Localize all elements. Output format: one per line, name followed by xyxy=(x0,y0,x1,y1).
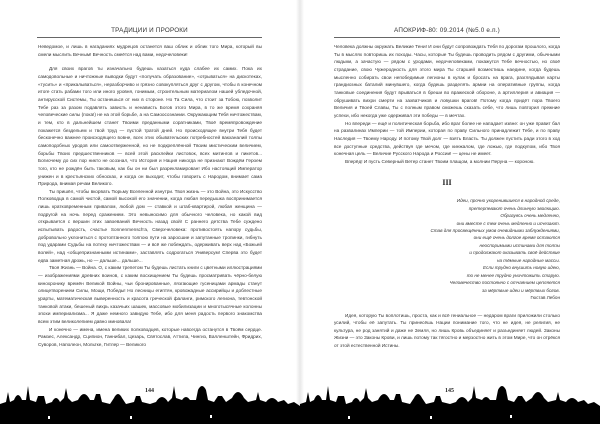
epigraph-line: они ещё очень долгое время остаются xyxy=(473,235,560,241)
section-number: III xyxy=(442,177,452,187)
epigraph-author: Гюстав Лебон xyxy=(530,295,560,301)
paragraph: Человека должны окружать Великие Тени! И они будут сопровождать Тебя по дорогам прошлого, когда Ты в мыслях повторишь их походы. Часы, которые Ты будешь проводить рядом с другими, обычными людьми, а зачастую — рядом с уродами, недочеловеками, покажутся Тебе вечностью, но своё страдание, свою Чужеродность для этого мира Ты старшей возместишь наедине, когда будешь мысленно собирать свои непобедимые легионы в кулак и бросать на врага, разглядывая карты грандиозных баталий минувшего, когда будешь разделять армии на оперативные группы, когда танковые соединения будут врываться в бреши во вражеской обороне, а артиллерия и авиация — обрушивать вихри смерти на захватчиков и ловушки врагов! Потому когда придёт пора Твоего Величия и Твоей Славы, Ты с полным правом сможешь сказать себе, что лишь повторил прежние успехи, ибо некогда уже одерживал эти победы — в мечтах. xyxy=(334,44,560,118)
running-header-right: АПОКРИФ-80: 09.2014 (№5.0 е.п.) xyxy=(394,27,500,34)
epigraph-line: претерпевают очень длинную эволюцию. xyxy=(468,205,560,211)
epigraph-line: Если трудно внушить новую идею, xyxy=(483,265,560,271)
epigraph-line: Идеи, прочно укоренившиеся в народной среде, xyxy=(456,198,560,204)
header-rule xyxy=(334,37,560,38)
epigraph-line: они вместе с тем очень медленно и исчезают. xyxy=(456,220,560,226)
epigraph xyxy=(334,197,560,301)
paragraph: Но впереди — ещё и политическая борьба, ибо враг более не нападает извне: он уже правит бал на развалинах Империи — той Империи, которая по праву Сильного принадлежит Тебе, и по праву Наследия — Твоему Народу. И потому Твой долг — взять Власть. Ты должен пустить ради этого в ход все доступные средства, действуя где мечом, где кинжалом, где ложью, где подкупом, ибо Твоя конечная цель — Величие Русского Народа и России! — цены не имеет. xyxy=(334,120,560,157)
epigraph-line: то не менее трудно уничтожить старую. xyxy=(466,272,560,278)
paragraph: Твоя Жизнь — Война. О, с каким трепетом Ты будешь листать книги с цветными иллюстрациями — изображениями древних воинов, с каким восхищением Ты будешь просматривать чёрно-белую кинохронику времён Великой Войны, чьи бронированные, лязгающие гусеницами армады станут олицетворением Силы, Мощи, Победы! Но лесницы египтян, кровожадные ассирийцы и доблестные урарты, математическая выверенность и красота греческой фаланги, римского легиона, тевтонской танковой атаки, бешеный вихрь казачьих шашек, массовые мобилизации и многотысячные колонны эпохи империализма... Я даже немного завидую Тебе, ибо для меня радость первого знакомства всем этим великолепием давно миновала! xyxy=(38,265,262,324)
epigraph-line: неоспоримыми истинами для толпы xyxy=(479,242,560,248)
epigraph-line: и продолжают оказывать своё действие xyxy=(469,250,560,256)
skyline-silhouette xyxy=(0,386,300,424)
epigraph-line: за мёртвые идеи и мёртвых богов. xyxy=(482,287,560,293)
right-body-text xyxy=(334,43,560,350)
city-skyline-illustration xyxy=(0,378,600,424)
epigraph-line: Образуясь очень медленно, xyxy=(500,213,560,219)
paragraph: Неведомое, и лишь в нагаданиях мудрецов останется ваш облик и облик того Мира, который вы смели мыслить Вечным! Вечность смеётся над вами, недочеловеки! xyxy=(38,44,262,57)
epigraph-line: на тёмные народные массы. xyxy=(496,257,560,263)
epigraph-line: Став для просвещённых умов очевидными заблуждениями, xyxy=(430,227,560,233)
paragraph: И конечно — имена, имена великих полководцев, которые навсегда останутся в Твоём сердце. Рамзес, Александр, Сципион, Ганнибал, Цезарь, Святослав, Аттила, Чингиз, Валленштейн, Фридрих, Суворов, Наполеон, Мольтке, Гитлер — Великого xyxy=(38,326,262,347)
paragraph: Идея, которую Ты воплотишь, проста, как и всё гениальное — недаром враги приложили столько усилий, чтобы её запутать. Ты принесёшь Нации понимание того, что не идея, не религия, не культура, не род занятий и даже не Земля, но лишь Кровь объединяет и разъединяет людей. Законы Жизни — это Законы Крови, и лишь потому так тягостно и мерзостно жить в этом Мире, что он отрёкся от этой естественной Истины. xyxy=(334,312,560,349)
page-number-right: 145 xyxy=(445,388,454,394)
paragraph: Ты пришёл, чтобы вкорвать Тюрьму Вселенной изнутри. Твоя жизнь — это Война, это Искусство Полководца в самой чистой, самой высокой его значении, когда любая передышка воспринимается лишь кратковременным привалом, любой дом — ставкой и штаб-квартирой, любая женщина — подругой на ночь перед сражением. Это невыносимо для обычного человека, но какой вид открывается с вершин этих завоеваний Вечность назад свой! С раннего детства Тебе суждено испытывать радость, счастье Sonnenmensch'а, Сверхчеловека: противостоять напору судьбы, добровольно уклониться с протоптанного толпою пути на заросшие и запутанные тропинки, гибнуть под ударами Судьбы на потеху ничтожествам — и всё же побеждать, одерживать верх над «Божьей волей», над «общепризнанными истинами», заставлять содрогаться Универсум! Сперва это будет едва заметная дрожь, но — дальше... дальше... xyxy=(38,188,262,263)
epigraph-line: Человечество постоянно с отчаянием цепляется xyxy=(449,280,560,286)
book-gutter xyxy=(296,0,304,424)
page-number-left: 144 xyxy=(145,388,154,394)
paragraph: Для своих врагов ты изначально будешь казаться куда слабее их самих. Пока их самодовольные и ничтожные выводки будут «получать образование», «отрываться» на дискотеках, «тусить» и «прикалываться», неразборчиво и грязно совокупляться друг с другом, чтобы в конечном итоге стать рабами того или иного уровня, гонимым, строительным материалом нашей убледочной, антирусской Системы, Ты останешься от них в стороне. Но Та Сила, что стоит за Тобою, позволит Тебе раз за разом подавлять зависть и ненависть Богов этого Мира, в то же время сохраняя человеческие силы (пока!) не на этой борьбе, а на Самоосознании. Окружающим Тебя ничтожествам, и тем, кто в дальнейшем станет Твоими преданными соратниками, Твоё времяпровождение покажется бездельем и твой труд — пустой тратой дней. Но происходящее внутри Тебя будет бесконечно важнее происходящего вовне, всех этих обывательских потребностей вакханалий толпы самоподобных уродов или самоотверженной, но не подкреплённой Твоим мистическим величием, борьбы Твоих предшественников — всей этой расклейки листовок, всех митингов и пикетов... Богиочему до сих пор никто не осознал, что История и Нация никогда не признают Вождём Героем того, кто не рождён быть таковым, как бы он ни был разрекламирован! Ибо настоящий Император унижен и в крестьянских обносках, и когда он выходит, чтобы говорить с Народом, внимает сама Природа, внимая речам Великого. xyxy=(38,66,262,187)
paragraph: Вперёд! И пусть Северный Ветер станет Твоим плащом, а молнии Перуна — короною. xyxy=(345,158,535,164)
running-header-left: ТРАДИЦИИ И ПРОРОКИ xyxy=(111,27,188,34)
